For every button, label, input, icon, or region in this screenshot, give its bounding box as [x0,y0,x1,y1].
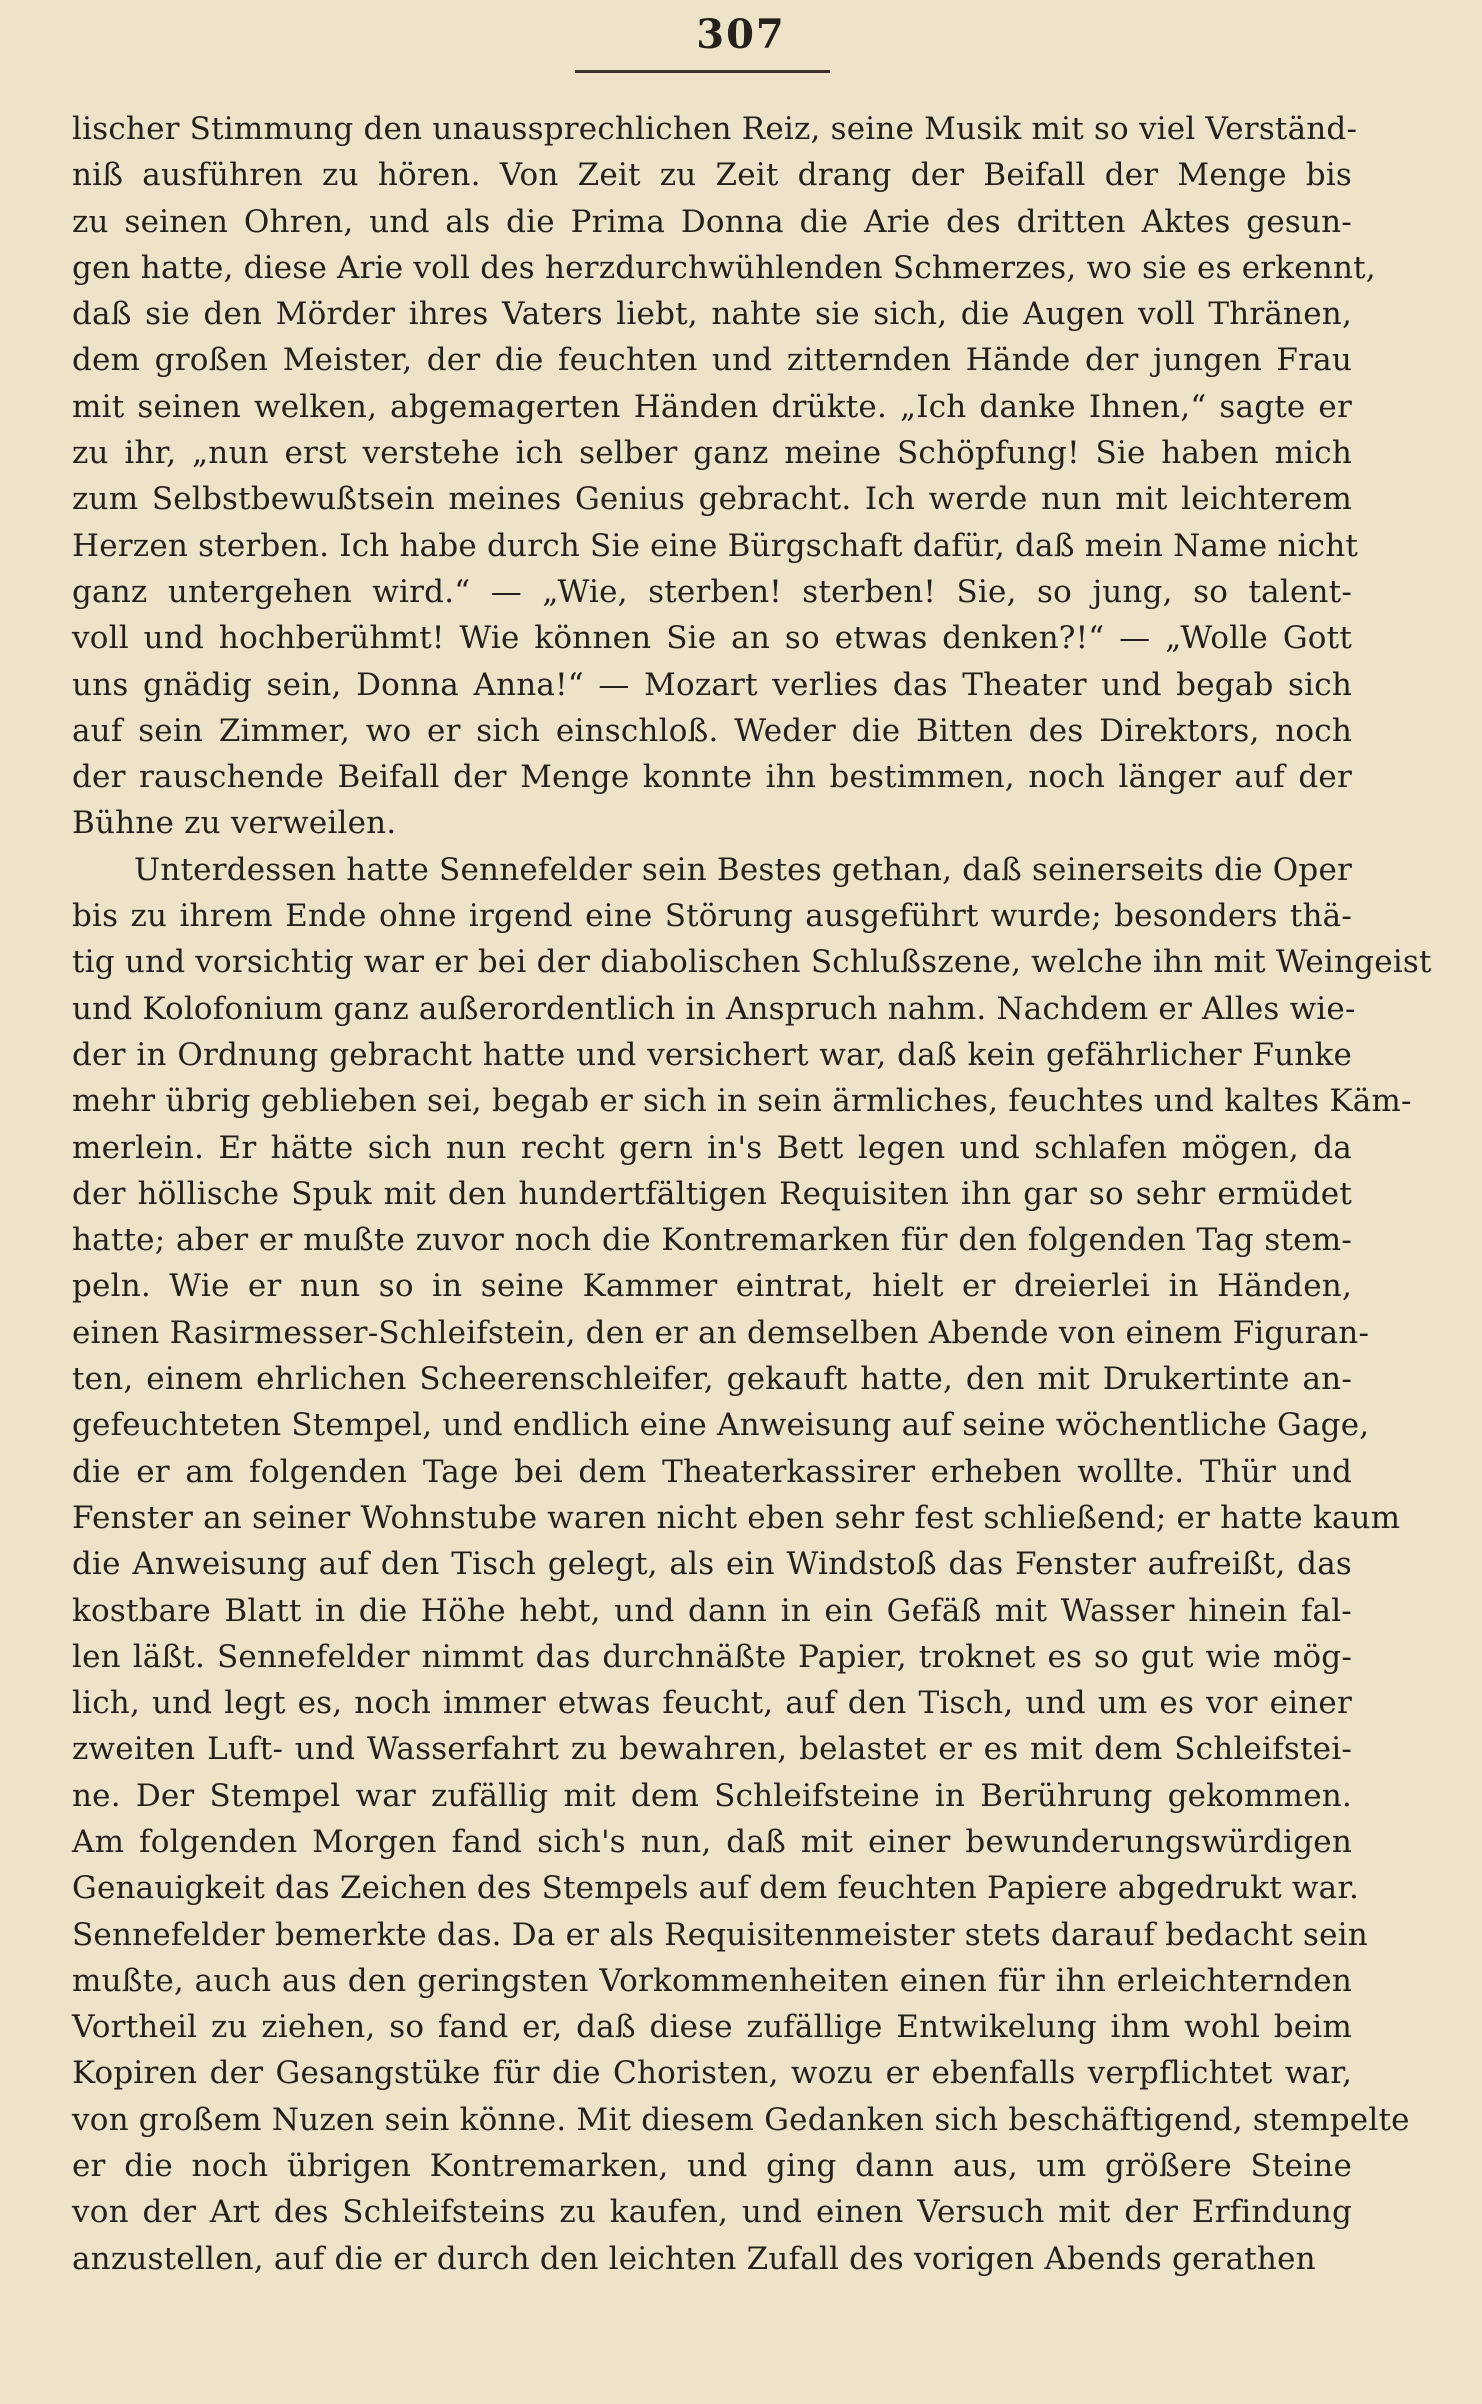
text-line: niß ausführen zu hören. Von Zeit zu Zeit drang der Beifall der Menge bis [72,157,1352,194]
text-line: bis zu ihrem Ende ohne irgend eine Störung ausgeführt wurde; besonders thä- [72,898,1352,935]
text-line: hatte; aber er mußte zuvor noch die Kontremarken für den folgenden Tag stem- [72,1222,1352,1259]
text-line: gefeuchteten Stempel, und endlich eine Anweisung auf seine wöchentliche Gage, [72,1407,1370,1444]
text-line: ten, einem ehrlichen Scheerenschleifer, gekauft hatte, den mit Drukertinte an- [72,1361,1352,1398]
text-line: auf sein Zimmer, wo er sich einschloß. Weder die Bitten des Direktors, noch [72,712,1352,749]
text-line: Sennefelder bemerkte das. Da er als Requisitenmeister stets darauf bedacht sein [72,1916,1368,1953]
text-line: der rauschende Beifall der Menge konnte ihn bestimmen, noch länger auf der [72,759,1352,796]
text-line: tig und vorsichtig war er bei der diabolischen Schlußszene, welche ihn mit Weingeist [72,944,1432,981]
text-line: zweiten Luft- und Wasserfahrt zu bewahren, belastet er es mit dem Schleifstei- [72,1731,1352,1768]
text-line: mußte, auch aus den geringsten Vorkommenheiten einen für ihn erleichternden [72,1962,1352,1999]
text-line: len läßt. Sennefelder nimmt das durchnäßte Papier, troknet es so gut wie mög- [72,1638,1352,1675]
text-line: zu seinen Ohren, und als die Prima Donna die Arie des dritten Aktes gesun- [72,203,1352,240]
text-line: Genauigkeit das Zeichen des Stempels auf dem feuchten Papiere abgedrukt war. [72,1870,1360,1907]
text-line: lischer Stimmung den unaussprechlichen Reiz, seine Musik mit so viel Verständ- [72,111,1358,147]
text-line: anzustellen, auf die er durch den leichten Zufall des vorigen Abends gerathen [72,2240,1316,2277]
text-line: zum Selbstbewußtsein meines Genius gebracht. Ich werde nun mit leichterem [72,481,1352,518]
text-line: zu ihr, „nun erst verstehe ich selber ganz meine Schöpfung! Sie haben mich [72,435,1352,472]
text-line: einen Rasirmesser-Schleifstein, den er an demselben Abende von einem Figuran- [72,1314,1370,1351]
page-number: 307 [696,11,786,58]
paragraph [72,847,1432,2282]
text-line: Unterdessen hatte Sennefelder sein Bestes gethan, daß seinerseits die Oper [134,851,1353,888]
text-line: von der Art des Schleifsteins zu kaufen, und einen Versuch mit der Erfindung [72,2194,1352,2231]
text-line: Fenster an seiner Wohnstube waren nicht eben sehr fest schließend; er hatte kaum [72,1499,1401,1536]
text-line: lich, und legt es, noch immer etwas feucht, auf den Tisch, und um es vor einer [72,1685,1352,1722]
text-line: daß sie den Mörder ihres Vaters liebt, nahte sie sich, die Augen voll Thränen, [72,296,1352,333]
body-text [72,106,1432,2282]
text-line: und Kolofonium ganz außerordentlich in Anspruch nahm. Nachdem er Alles wie- [72,990,1356,1027]
text-line: uns gnädig sein, Donna Anna!“ — Mozart verlies das Theater und begab sich [72,666,1352,703]
text-line: merlein. Er hätte sich nun recht gern in's Bett legen und schlafen mögen, da [72,1129,1352,1166]
text-line: ne. Der Stempel war zufällig mit dem Schleifsteine in Berührung gekommen. [72,1777,1352,1814]
text-line: der in Ordnung gebracht hatte und versichert war, daß kein gefährlicher Funke [72,1036,1352,1073]
header-rule [575,70,830,73]
text-line: von großem Nuzen sein könne. Mit diesem Gedanken sich beschäftigend, stempelte [72,2101,1410,2138]
text-line: kostbare Blatt in die Höhe hebt, und dann in ein Gefäß mit Wasser hinein fal- [72,1592,1352,1629]
text-line: Vortheil zu ziehen, so fand er, daß diese zufällige Entwikelung ihm wohl beim [72,2009,1352,2046]
text-line: Herzen sterben. Ich habe durch Sie eine Bürgschaft dafür, daß mein Name nicht [72,527,1359,564]
text-line: Kopiren der Gesangstüke für die Choristen, wozu er ebenfalls verpflichtet war, [72,2055,1352,2092]
text-line: dem großen Meister, der die feuchten und zitternden Hände der jungen Frau [72,342,1352,379]
paragraph [72,106,1376,847]
text-line: mit seinen welken, abgemagerten Händen drükte. „Ich danke Ihnen,“ sagte er [72,388,1352,425]
text-line: die er am folgenden Tage bei dem Theaterkassirer erheben wollte. Thür und [72,1453,1352,1490]
text-line: gen hatte, diese Arie voll des herzdurchwühlenden Schmerzes, wo sie es erkennt, [72,249,1376,286]
text-line: er die noch übrigen Kontremarken, und ging dann aus, um größere Steine [72,2148,1352,2185]
text-line: ganz untergehen wird.“ — „Wie, sterben! sterben! Sie, so jung, so talent- [72,573,1352,610]
text-line: voll und hochberühmt! Wie können Sie an so etwas denken?!“ — „Wolle Gott [72,620,1352,657]
text-line: peln. Wie er nun so in seine Kammer eintrat, hielt er dreierlei in Händen, [72,1268,1352,1305]
text-line: mehr übrig geblieben sei, begab er sich in sein ärmliches, feuchtes und kaltes Käm- [72,1083,1412,1120]
text-line: die Anweisung auf den Tisch gelegt, als ein Windstoß das Fenster aufreißt, das [72,1546,1352,1583]
text-line: Am folgenden Morgen fand sich's nun, daß mit einer bewunderungswürdigen [72,1823,1352,1860]
text-line: Bühne zu verweilen. [72,805,397,842]
page-header [0,10,1482,60]
text-line: der höllische Spuk mit den hundertfältigen Requisiten ihn gar so sehr ermüdet [72,1175,1352,1212]
